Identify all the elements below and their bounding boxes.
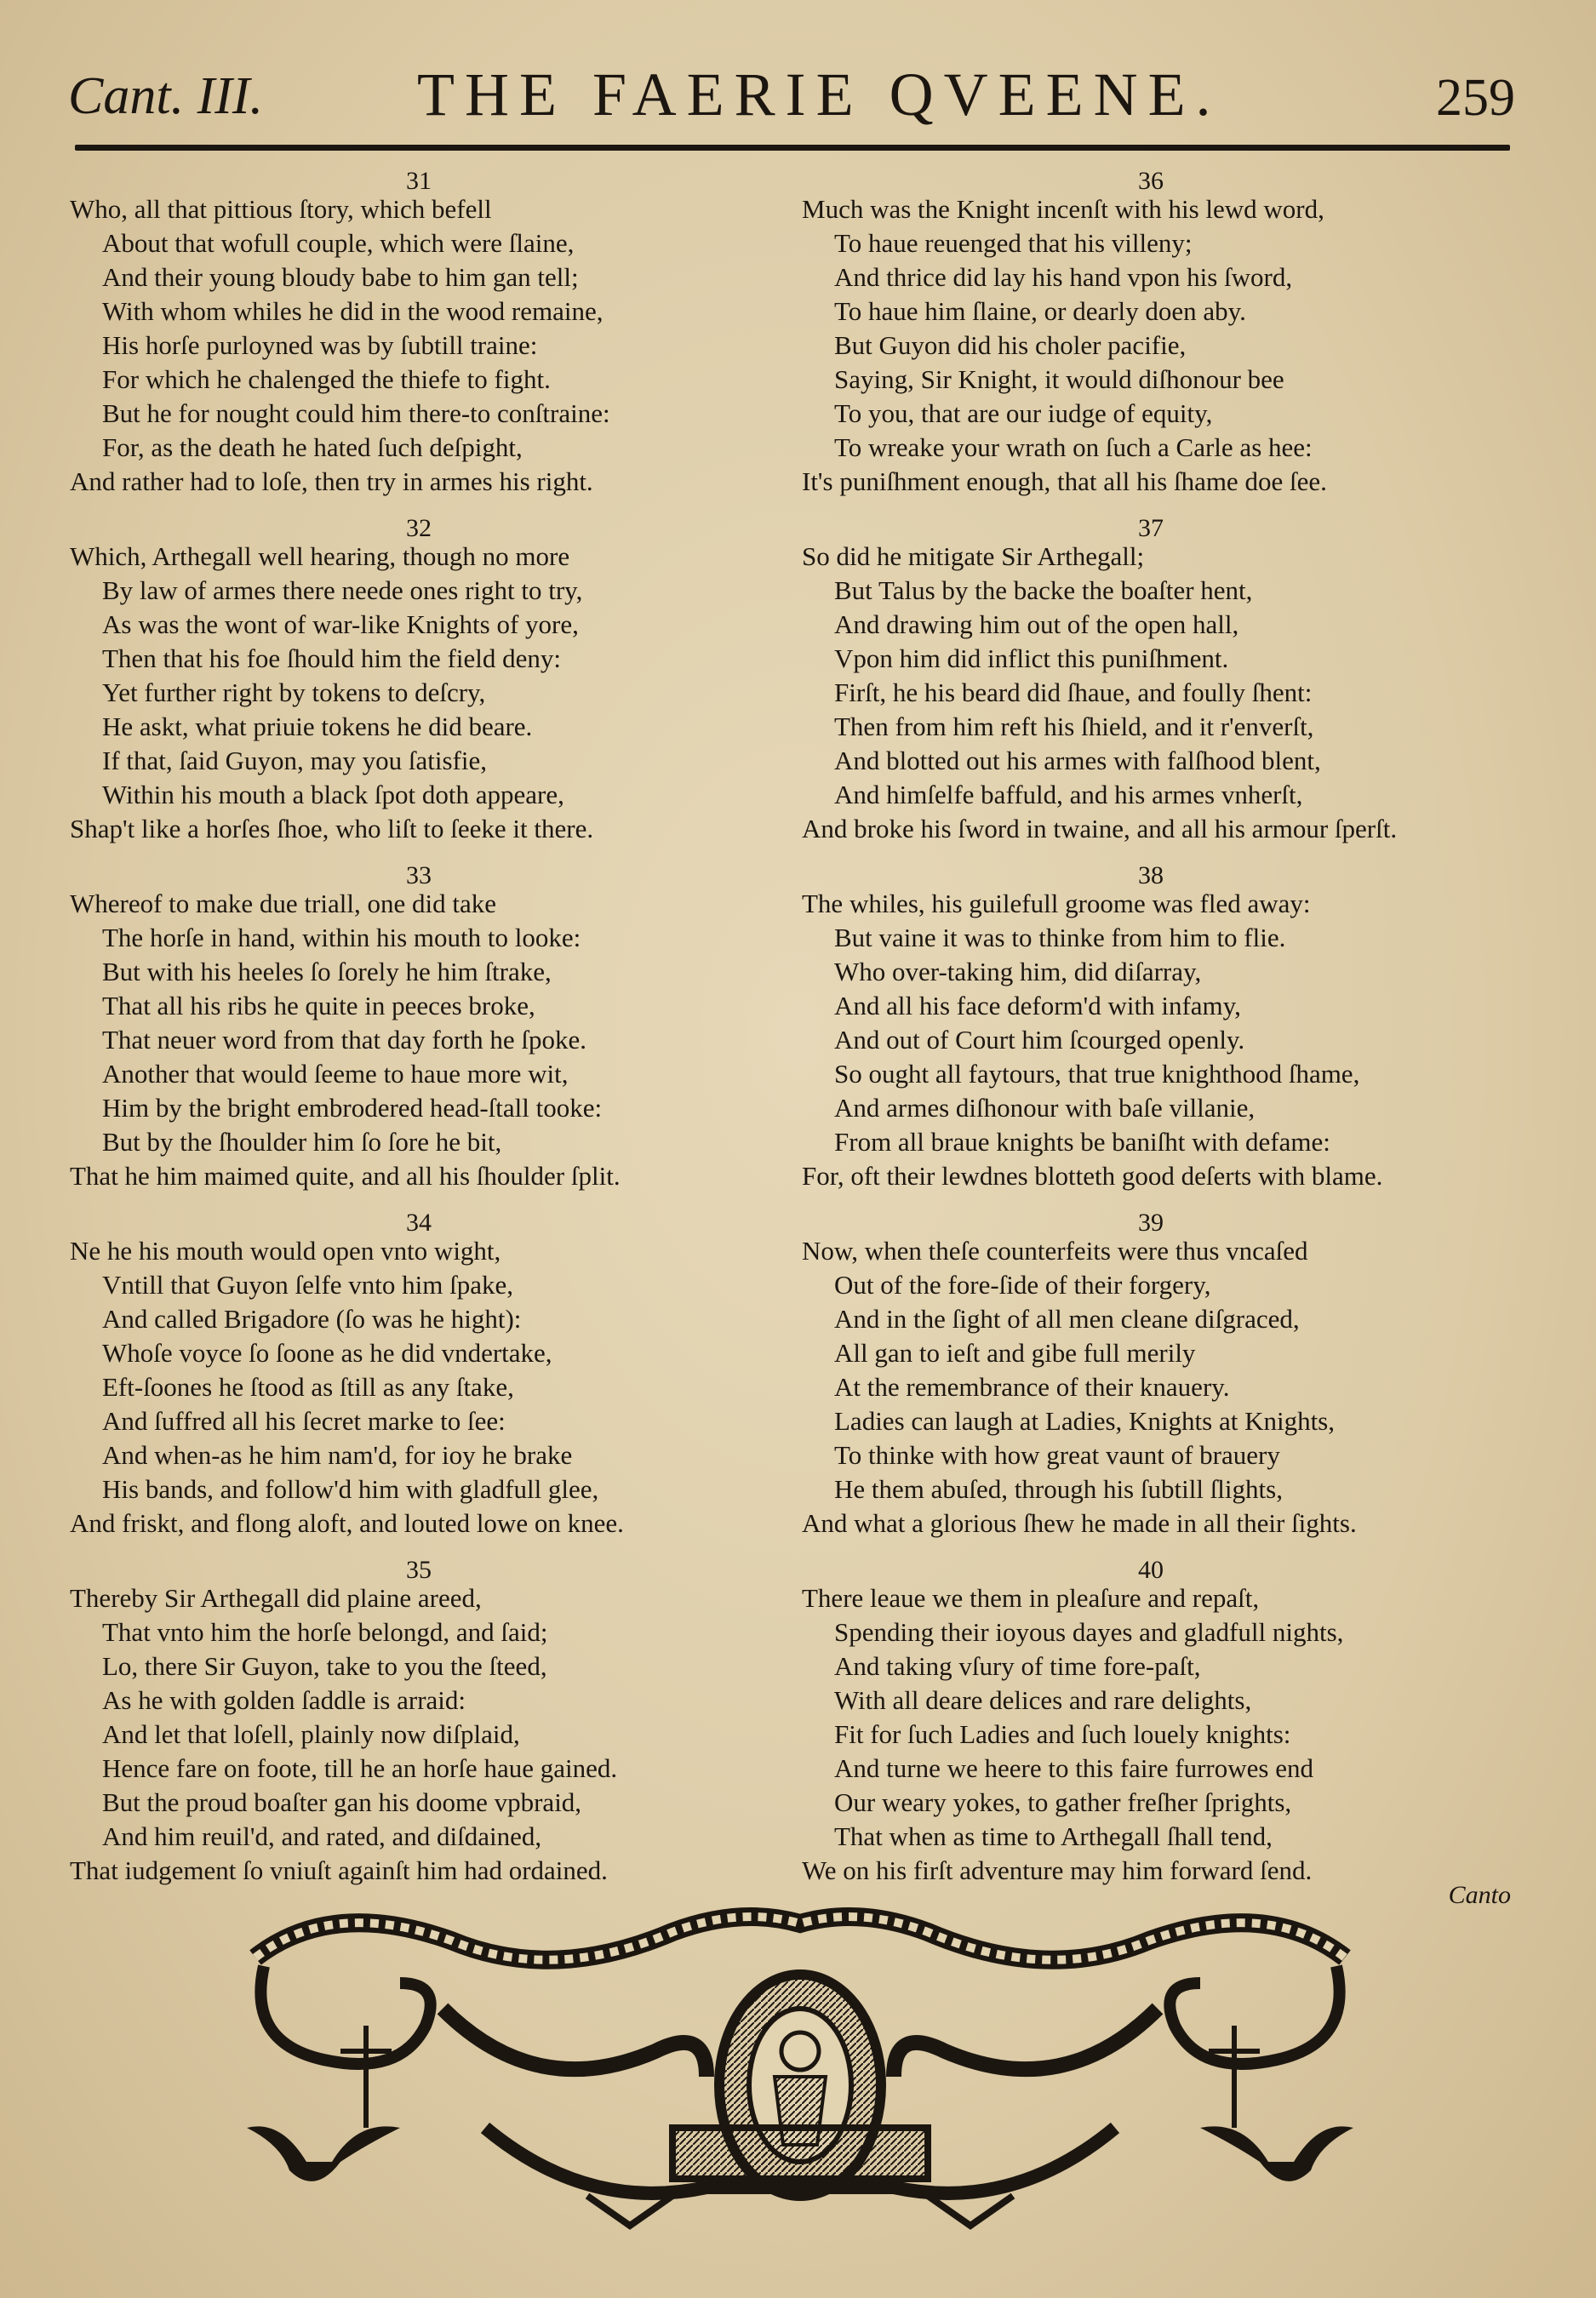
stanza	[802, 861, 1500, 1193]
verse-line: But vaine it was to thinke from him to flie.	[834, 923, 1286, 952]
stanza	[802, 514, 1500, 846]
verse-line: Shap't like a horſes ſhoe, who liſt to ſeeke it there.	[70, 814, 594, 843]
stanza-number: 36	[1138, 167, 1164, 195]
verse-line: About that wofull couple, which were ſlaine,	[102, 228, 575, 258]
verse-line: Who over-taking him, did diſarray,	[834, 957, 1202, 986]
verse-line: Saying, Sir Knight, it would diſhonour bee	[834, 364, 1284, 394]
verse-line: Whereof to make due triall, one did take	[70, 889, 496, 918]
verse-line: And called Brigadore (ſo was he hight):	[102, 1304, 522, 1334]
verse-line: At the remembrance of their knauery.	[834, 1372, 1230, 1402]
verse-line: Vntill that Guyon ſelfe vnto him ſpake,	[102, 1270, 513, 1300]
book-title: THE FAERIE QVEENE.	[417, 60, 1221, 129]
verse-line: Ladies can laugh at Ladies, Knights at Knights,	[834, 1406, 1336, 1436]
stanza-number: 33	[406, 861, 432, 889]
verse-line: There leaue we them in pleaſure and repaſt,	[802, 1583, 1260, 1613]
verse-line: To haue reuenged that his villeny;	[834, 228, 1193, 258]
verse-line: Our weary yokes, to gather freſher ſprights,	[834, 1787, 1292, 1817]
stanza-number: 31	[406, 167, 432, 195]
verse-line: By law of armes there neede ones right to try,	[102, 575, 583, 605]
verse-line: Then that his foe ſhould him the field deny:	[102, 643, 561, 673]
stanza	[70, 1556, 768, 1888]
stanza-number: 32	[406, 514, 432, 542]
verse-line: Now, when theſe counterfeits were thus vncaſed	[802, 1236, 1308, 1266]
stanza-number: 34	[406, 1209, 432, 1237]
verse-line: And ſuffred all his ſecret marke to ſee:	[102, 1406, 506, 1436]
stanza	[70, 1209, 768, 1541]
running-header	[68, 60, 1515, 153]
canto-label: Cant. III.	[68, 67, 264, 125]
verse-line: To wreake your wrath on ſuch a Carle as hee:	[834, 432, 1313, 462]
verse-line: And blotted out his armes with falſhood blent,	[834, 746, 1321, 775]
verse-line: And taking vſury of time fore-paſt,	[834, 1651, 1201, 1681]
verse-line: As he with golden ſaddle is arraid:	[102, 1685, 466, 1715]
verse-line: But the proud boaſter gan his doome vpbraid,	[102, 1787, 582, 1817]
verse-line: And armes diſhonour with baſe villanie,	[834, 1093, 1256, 1123]
verse-line: Hence fare on foote, till he an horſe haue gained.	[102, 1753, 618, 1783]
verse-line: To haue him ſlaine, or dearly doen aby.	[834, 296, 1246, 326]
verse-line: Him by the bright embrodered head-ſtall tooke:	[102, 1093, 603, 1123]
verse-line: Eft-ſoones he ſtood as ſtill as any ſtake,	[102, 1372, 514, 1402]
page-number: 259	[1436, 69, 1515, 127]
verse-line: Which, Arthegall well hearing, though no more	[70, 541, 570, 571]
verse-line: But he for nought could him there-to conſtraine:	[102, 398, 610, 428]
verse-line: The horſe in hand, within his mouth to looke:	[102, 923, 581, 952]
stanza-number: 37	[1138, 514, 1164, 542]
verse-line: But by the ſhoulder him ſo ſore he bit,	[102, 1127, 502, 1157]
verse-line: With whom whiles he did in the wood remaine,	[102, 296, 604, 326]
stanza-number: 35	[406, 1556, 432, 1584]
verse-line: He them abuſed, through his ſubtill ſlights,	[834, 1474, 1283, 1504]
verse-line: That when as time to Arthegall ſhall tend,	[834, 1821, 1273, 1851]
stanza	[802, 1209, 1500, 1541]
verse-line: Ne he his mouth would open vnto wight,	[70, 1236, 501, 1266]
verse-line: Within his mouth a black ſpot doth appeare,	[102, 780, 564, 809]
verse-line: That all his ribs he quite in peeces broke,	[102, 991, 535, 1020]
stanza-number: 40	[1138, 1556, 1164, 1584]
verse-line: As was the wont of war-like Knights of yore,	[102, 609, 579, 639]
verse-line: And turne we heere to this faire furrowes end	[834, 1753, 1313, 1783]
header-rule	[75, 145, 1510, 151]
verse-line: If that, ſaid Guyon, may you ſatisfie,	[102, 746, 487, 775]
verse-line: We on his firſt adventure may him forward ſend.	[802, 1855, 1313, 1885]
stanza	[70, 167, 768, 499]
verse-line: He askt, what priuie tokens he did beare.	[102, 712, 533, 741]
verse-line: Firſt, he his beard did ſhaue, and foully ſhent:	[834, 677, 1313, 707]
verse-line: And thrice did lay his hand vpon his ſword,	[834, 262, 1293, 292]
stanza	[70, 861, 768, 1193]
verse-line: But with his heeles ſo ſorely he him ſtrake,	[102, 957, 552, 986]
verse-line: And what a glorious ſhew he made in all their ſights.	[802, 1508, 1357, 1538]
verse-line: So ought all faytours, that true knighthood ſhame,	[834, 1059, 1360, 1089]
left-column	[70, 167, 768, 1906]
verse-line: And drawing him out of the open hall,	[834, 609, 1239, 639]
verse-line: Another that would ſeeme to haue more wit,	[102, 1059, 569, 1089]
verse-line: Spending their ioyous dayes and gladfull nights,	[834, 1617, 1344, 1647]
verse-line: For which he chalenged the thiefe to fight.	[102, 364, 551, 394]
verse-line: And himſelfe baffuld, and his armes vnherſt,	[834, 780, 1303, 809]
verse-line: His bands, and follow'd him with gladfull glee,	[102, 1474, 599, 1504]
verse-line: Lo, there Sir Guyon, take to you the ſteed,	[102, 1651, 547, 1681]
verse-line: And their young bloudy babe to him gan tell;	[102, 262, 579, 292]
verse-line: Much was the Knight incenſt with his lewd word,	[802, 194, 1324, 224]
verse-line: And broke his ſword in twaine, and all his armour ſperſt.	[802, 814, 1398, 843]
stanza	[802, 167, 1500, 499]
right-column	[802, 167, 1500, 1906]
verse-line: And in the ſight of all men cleane diſgraced,	[834, 1304, 1300, 1334]
verse-line: That vnto him the horſe belongd, and ſaid;	[102, 1617, 548, 1647]
verse-line: And let that loſell, plainly now diſplaid,	[102, 1719, 520, 1749]
verse-line: And when-as he him nam'd, for ioy he brake	[102, 1440, 573, 1470]
verse-line: That he him maimed quite, and all his ſhoulder ſplit.	[70, 1161, 621, 1191]
verse-line: But Talus by the backe the boaſter hent,	[834, 575, 1253, 605]
verse-line: With all deare delices and rare delights,	[834, 1685, 1252, 1715]
stanza	[802, 1556, 1500, 1888]
verse-line: From all braue knights be baniſht with defame:	[834, 1127, 1330, 1157]
verse-line: His horſe purloyned was by ſubtill traine:	[102, 330, 538, 360]
stanza-number: 39	[1138, 1209, 1164, 1237]
verse-line: And him reuil'd, and rated, and diſdained,	[102, 1821, 542, 1851]
verse-line: Yet further right by tokens to deſcry,	[102, 677, 486, 707]
verse-line: To you, that are our iudge of equity,	[834, 398, 1213, 428]
verse-line: For, as the death he hated ſuch deſpight,	[102, 432, 523, 462]
verse-line: Vpon him did inflict this puniſhment.	[834, 643, 1229, 673]
verse-line: And out of Court him ſcourged openly.	[834, 1025, 1245, 1055]
decorative-ornament-icon	[230, 1906, 1370, 2230]
verse-line: Whoſe voyce ſo ſoone as he did vndertake,	[102, 1338, 552, 1368]
verse-line: Fit for ſuch Ladies and ſuch louely knights:	[834, 1719, 1291, 1749]
verse-line: That neuer word from that day forth he ſpoke.	[102, 1025, 587, 1055]
verse-line: Who, all that pittious ſtory, which befell	[70, 194, 492, 224]
verse-line: The whiles, his guilefull groome was fled away:	[802, 889, 1311, 918]
verse-line: It's puniſhment enough, that all his ſhame doe ſee.	[802, 466, 1327, 496]
verse-line: Out of the fore-ſide of their forgery,	[834, 1270, 1211, 1300]
verse-line: That iudgement ſo vniuſt againſt him had ordained.	[70, 1855, 608, 1885]
verse-line: To thinke with how great vaunt of brauery	[834, 1440, 1280, 1470]
verse-line: For, oft their lewdnes blotteth good deſerts with blame.	[802, 1161, 1383, 1191]
verse-line: And all his face deform'd with infamy,	[834, 991, 1241, 1020]
stanza	[70, 514, 768, 846]
verse-line: But Guyon did his choler pacifie,	[834, 330, 1187, 360]
verse-line: Then from him reft his ſhield, and it r'enverſt,	[834, 712, 1314, 741]
stanza-number: 38	[1138, 861, 1164, 889]
verse-line: All gan to ieſt and gibe full merily	[834, 1338, 1196, 1368]
verse-line: And rather had to loſe, then try in armes his right.	[70, 466, 593, 496]
verse-line: So did he mitigate Sir Arthegall;	[802, 541, 1145, 571]
verse-line: And friskt, and flong aloft, and louted lowe on knee.	[70, 1508, 624, 1538]
catchword: Canto	[1448, 1881, 1511, 1909]
verse-line: Thereby Sir Arthegall did plaine areed,	[70, 1583, 482, 1613]
